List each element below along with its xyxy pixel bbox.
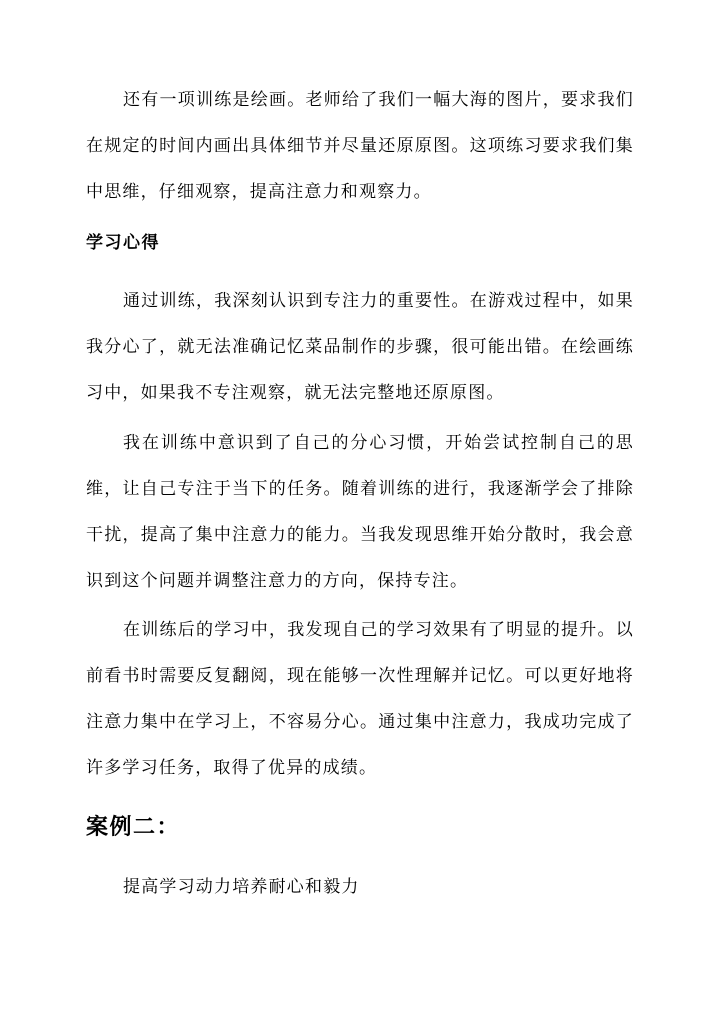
paragraph-distraction-habit: 我在训练中意识到了自己的分心习惯，开始尝试控制自己的思维，让自己专注于当下的任务。随着训练的进行，我逐渐学会了排除干扰，提高了集中注意力的能力。当我发现思维开始分散时，我会意识到这个问题并调整注意力的方向，保持专注。 (86, 433, 634, 591)
case-two-subtitle: 提高学习动力培养耐心和毅力 (123, 877, 360, 897)
section-heading-learning-insights: 学习心得 (86, 233, 160, 253)
paragraph-painting-training: 还有一项训练是绘画。老师给了我们一幅大海的图片，要求我们在规定的时间内画出具体细节并尽量还原原图。这项练习要求我们集中思维，仔细观察，提高注意力和观察力。 (86, 90, 634, 202)
paragraph-focus-importance: 通过训练，我深刻认识到专注力的重要性。在游戏过程中，如果我分心了，就无法准确记忆菜品制作的步骤，很可能出错。在绘画练习中，如果我不专注观察，就无法完整地还原原图。 (86, 291, 634, 403)
paragraph-learning-improvement: 在训练后的学习中，我发现自己的学习效果有了明显的提升。以前看书时需要反复翻阅，现在能够一次性理解并记忆。可以更好地将注意力集中在学习上，不容易分心。通过集中注意力，我成功完成了许多学习任务，取得了优异的成绩。 (86, 620, 634, 778)
case-two-heading: 案例二： (86, 814, 181, 840)
